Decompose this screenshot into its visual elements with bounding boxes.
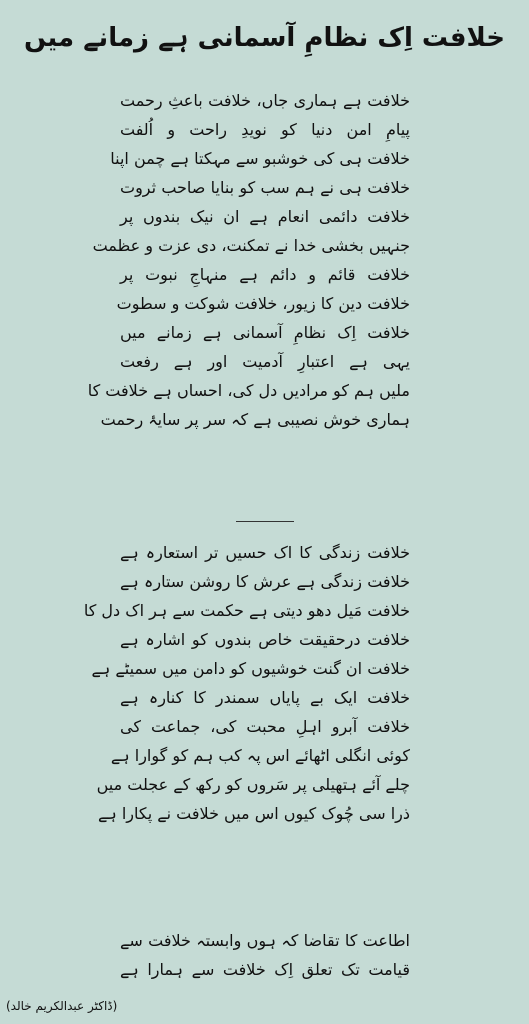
verse-line: خلافت ہی کی خوشبو سے مہکتا ہے چمن اپنا bbox=[110, 149, 410, 168]
verse-line: خلافت اِک نظامِ آسمانی ہے زمانے میں bbox=[120, 323, 410, 342]
verse-line: یہی ہے اعتبارِ آدمیت اور ہے رفعت bbox=[120, 352, 410, 371]
stanza-1 bbox=[87, 86, 410, 434]
verse-line: خلافت مَیل دھو دیتی ہے حکمت سے ہر اک دل کا bbox=[83, 601, 410, 620]
verse-line: خلافت ہے ہماری جاں، خلافت باعثِ رحمت bbox=[120, 91, 410, 110]
verse-line: خلافت قائم و دائم ہے منہاجِ نبوت پر bbox=[120, 265, 410, 284]
verse-line: ذرا سی چُوک کیوں اس میں خلافت نے پکارا ہے bbox=[97, 804, 410, 823]
verse-line: خلافت ایک بے پایاں سمندر کا کنارہ ہے bbox=[120, 688, 410, 707]
verse-line: چلے آئے ہتھیلی پر سَروں کو رکھ کے عجلت میں bbox=[96, 775, 410, 794]
verse-line: خلافت زندگی کا اک حسیں تر استعارہ ہے bbox=[120, 543, 410, 562]
verse-line: اطاعت کا تقاضا کہ ہوں وابستہ خلافت سے bbox=[120, 931, 410, 950]
verse-line: قیامت تک تعلق اِک خلافت سے ہمارا ہے bbox=[120, 960, 410, 979]
verse-line: خلافت دین کا زیور، خلافت شوکت و سطوت bbox=[116, 294, 410, 313]
section-divider bbox=[236, 521, 294, 522]
poem-title: خلافت اِک نظامِ آسمانی ہے زمانے میں bbox=[24, 23, 505, 53]
verse-line: جنہیں بخشی خدا نے تمکنت، دی عزت و عظمت bbox=[92, 236, 410, 255]
verse-line: ملیں ہم کو مرادیں دل کی، احساں ہے خلافت کا bbox=[87, 381, 410, 400]
stanza-3 bbox=[120, 926, 410, 984]
verse-line: خلافت آبرو اہلِ محبت کی، جماعت کی bbox=[120, 717, 410, 736]
verse-line: خلافت زندگی ہے عرش کا روشن ستارہ ہے bbox=[120, 572, 410, 591]
verse-line: خلافت ان گنت خوشیوں کو دامن میں سمیٹے ہے bbox=[91, 659, 410, 678]
verse-line: خلافت درحقیقت خاص بندوں کو اشارہ ہے bbox=[120, 630, 410, 649]
verse-line: خلافت دائمی انعام ہے ان نیک بندوں پر bbox=[120, 207, 410, 226]
verse-line: خلافت ہی نے ہم سب کو بنایا صاحب ثروت bbox=[120, 178, 410, 197]
verse-line: ہماری خوش نصیبی ہے کہ سر پر سایۂ رحمت bbox=[100, 410, 410, 429]
verse-line: کوئی انگلی اٹھائے اس پہ کب ہم کو گوارا ہے bbox=[110, 746, 410, 765]
verse-line: پیامِ امن دنیا کو نویدِ راحت و اُلفت bbox=[120, 120, 410, 139]
stanza-2 bbox=[83, 538, 410, 828]
author-credit: (ڈاکٹر عبدالکریم خالد) bbox=[6, 999, 118, 1013]
